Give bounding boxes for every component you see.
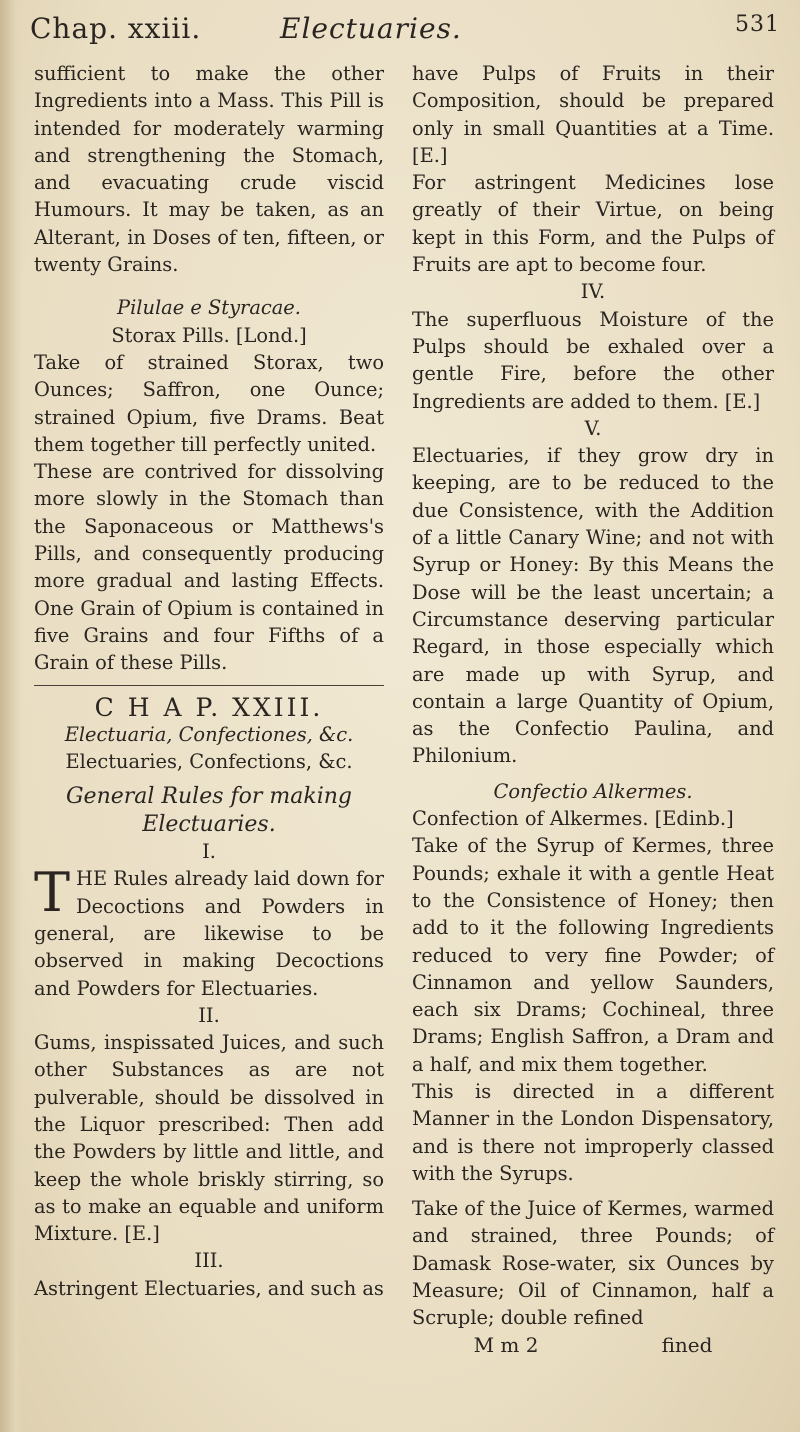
right-column [412,60,774,1359]
page-gutter-shadow [0,0,22,1432]
rule-5: Electuaries, if they grow dry in keeping, are to be reduced to the due Consistence, with the Addition of a little Canary Wine; and not with Syrup or Honey: By this Means the Dose will be the least uncertain; a Circumstance deserving particular Regard, in those especially which are made up with Syrup, and contain a large Quantity of Opium, as the Confectio Paulina, and Philonium. [412,444,774,768]
rule-2: Gums, inspissated Juices, and such other Substances as are not pulverable, should be dissolved in the Liquor prescribed: Then add the Powders by little and little, and keep the whole briskly stirring, so as to make an equable and uniform Mixture. [E.] [34,1031,384,1246]
recipe-latin-title: Pilulae e Styracae. [117,296,301,320]
left-column [34,60,384,1302]
rule-3-note: For astringent Medicines lose greatly of their Virtue, on being kept in this Form, and the Pulps of Fruits are apt to become four. [412,171,774,277]
rule-4: The superfluous Moisture of the Pulps should be exhaled over a gentle Fire, before the other Ingredients are added to them. [E.] [412,307,774,413]
rule-number-4: IV. [580,280,606,304]
recipe-english-title-alkermes: Confection of Alkermes. [Edinb.] [412,807,734,831]
section-divider [34,685,384,686]
page-number: 531 [735,12,780,37]
paragraph-alkermes-london: Take of the Juice of Kermes, warmed and strained, three Pounds; of Damask Rose-water, six Ounces by Measure; Oil of Cinnamon, half a Scruple; double refined [412,1197,774,1330]
chapter-english-subtitle: Electuaries, Confections, &c. [65,750,353,774]
chapter-heading: C H A P. XXIII. [94,692,324,722]
rule-number-5: V. [584,416,602,440]
rule-3-continued: have Pulps of Fruits in their Composition, should be prepared only in small Quantities at a Time. [E.] [412,62,774,167]
paragraph-storax-recipe: Take of strained Storax, two Ounces; Saffron, one Ounce; strained Opium, five Drams. Beat them together till perfectly united. [34,350,384,456]
catchword: fined [661,1332,713,1357]
rule-3-start: Astringent Electuaries, and such as [34,1276,384,1300]
signature-mark: M m 2 [473,1332,539,1357]
rule-number-2: II. [198,1003,220,1027]
rule-number-1: I. [202,840,216,864]
drop-cap: T [34,861,71,925]
chapter-label: Chap. xxiii. [30,12,202,45]
chapter-latin-subtitle: Electuaria, Confectiones, &c. [64,722,354,746]
paragraph-intro: sufficient to make the other Ingredients into a Mass. This Pill is intended for moderately warming and strengthening the Stomach, and evacuating crude viscid Humours. It may be taken, as an Alterant, in Doses of ten, fifteen, or twenty Grains. [34,62,384,277]
page-footer [412,1332,774,1359]
rule-1-text: HE Rules already laid down for Decoctions and Powders in general, are likewise to be observed in making Decoctions and Powders for Electuaries. [34,867,384,1000]
general-rules-heading: General Rules for making [65,784,352,810]
recipe-latin-title-alkermes: Confectio Alkermes. [493,779,693,803]
general-rules-heading-2: Electuaries. [142,811,276,837]
recipe-english-title: Storax Pills. [Lond.] [111,323,307,347]
running-title: Electuaries. [280,12,462,45]
running-header [30,12,780,58]
paragraph-alkermes-recipe: Take of the Syrup of Kermes, three Pounds; exhale it with a gentle Heat to the Consistence of Honey; then add to it the following Ingredients reduced to very fine Powder; of Cinnamon and yellow Saunders, each six Drams; Cochineal, three Drams; English Saffron, a Dram and a half, and mix them together. [412,834,774,1076]
paragraph-storax-note: These are contrived for dissolving more slowly in the Stomach than the Saponaceous or Matthews's Pills, and consequently producing more gradual and lasting Effects. One Grain of Opium is contained in five Grains and four Fifths of a Grain of these Pills. [34,460,384,675]
rule-1 [34,861,384,1001]
rule-number-3: III. [194,1249,224,1273]
paragraph-alkermes-note: This is directed in a different Manner in the London Dispensatory, and is there not improperly classed with the Syrups. [412,1079,774,1185]
